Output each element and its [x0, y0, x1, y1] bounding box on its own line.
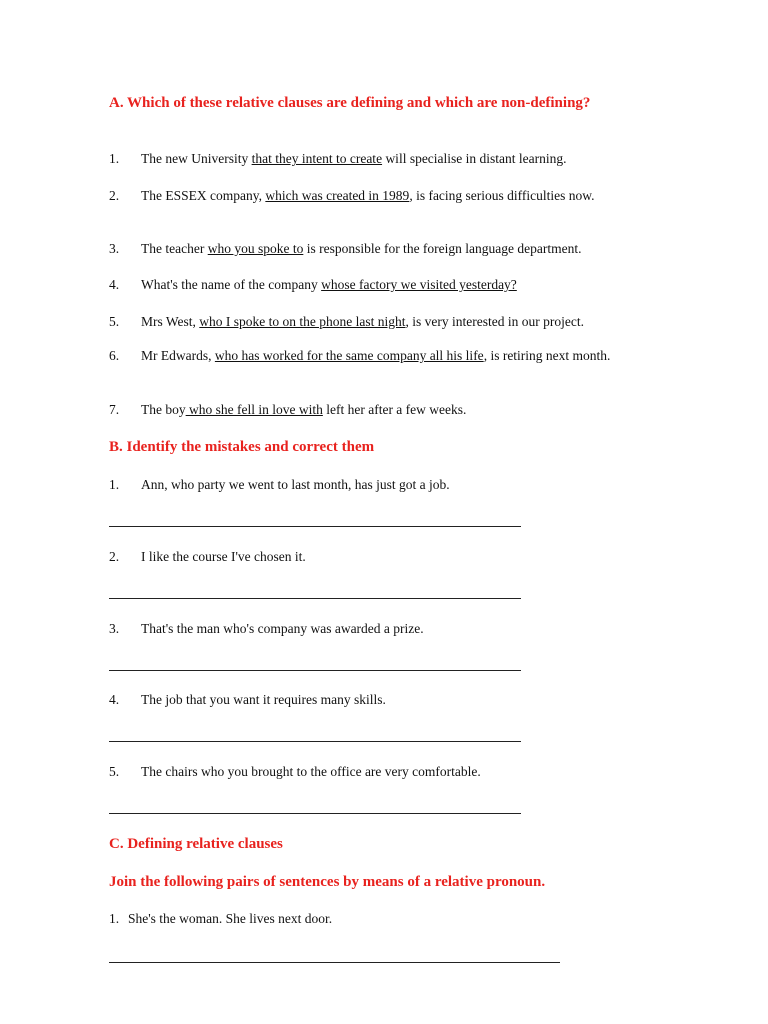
answer-line-b1[interactable] — [109, 526, 521, 527]
section-b-item-1: 1. Ann, who party we went to last month, has just got a job. — [109, 477, 450, 492]
section-b-item-2: 2. I like the course I've chosen it. — [109, 549, 306, 564]
section-a-item-1: 1. The new University that they intent to create will specialise in distant learning. — [109, 151, 567, 166]
section-a-heading: A. Which of these relative clauses are defining and which are non-defining? — [109, 95, 591, 111]
answer-line-b2[interactable] — [109, 598, 521, 599]
answer-line-b3[interactable] — [109, 670, 521, 671]
section-a-item-2: 2. The ESSEX company, which was created in 1989, is facing serious difficulties now. — [109, 188, 595, 203]
answer-line-c1[interactable] — [109, 962, 560, 963]
answer-line-b4[interactable] — [109, 741, 521, 742]
section-c-instruction: Join the following pairs of sentences by means of a relative pronoun. — [109, 874, 546, 890]
section-a-item-5: 5. Mrs West, who I spoke to on the phone last night, is very interested in our project. — [109, 314, 584, 329]
section-b-heading: B. Identify the mistakes and correct them — [109, 439, 375, 455]
section-b-item-3: 3. That's the man who's company was awarded a prize. — [109, 621, 424, 636]
section-a-item-4: 4. What's the name of the company whose factory we visited yesterday? — [109, 277, 517, 292]
section-a-item-3: 3. The teacher who you spoke to is responsible for the foreign language department. — [109, 241, 582, 256]
section-b-item-5: 5. The chairs who you brought to the office are very comfortable. — [109, 764, 481, 779]
section-c-item-1: 1. She's the woman. She lives next door. — [109, 911, 333, 926]
section-b-item-4: 4. The job that you want it requires many skills. — [109, 692, 386, 707]
section-a-item-6: 6. Mr Edwards, who has worked for the same company all his life, is retiring next month. — [109, 348, 611, 363]
section-c-heading: C. Defining relative clauses — [109, 836, 283, 852]
answer-line-b5[interactable] — [109, 813, 521, 814]
section-a-item-7: 7. The boy who she fell in love with left her after a few weeks. — [109, 402, 467, 417]
